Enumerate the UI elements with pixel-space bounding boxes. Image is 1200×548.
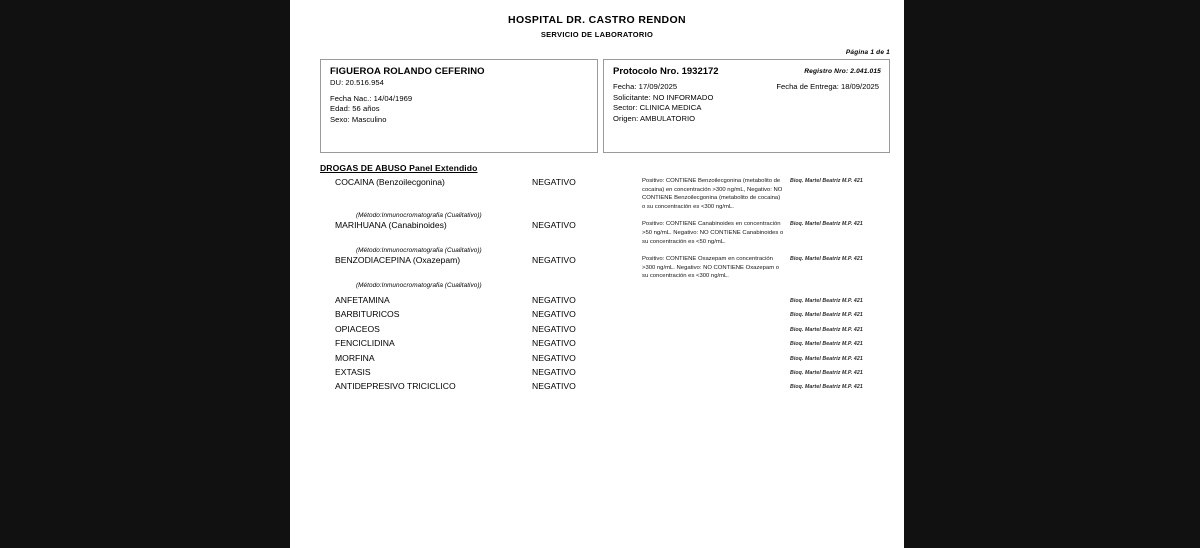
patient-info-box <box>320 59 598 153</box>
protocol-header-row <box>613 66 881 78</box>
protocol-origin: Origen: AMBULATORIO <box>613 113 696 123</box>
analyst-signature: Bioq. Martel Beatriz M.P. 421 <box>790 178 863 184</box>
analyte-name: COCAINA (Benzoilecgonina) <box>335 177 445 187</box>
analyte-name: OPIACEOS <box>335 323 380 334</box>
protocol-number: Protocolo Nro. 1932172 <box>613 66 719 77</box>
analyte-value: NEGATIVO <box>532 294 576 305</box>
analyte-name: EXTASIS <box>335 366 371 377</box>
analyte-name: ANFETAMINA <box>335 294 390 305</box>
analyte-name: BARBITURICOS <box>335 309 400 320</box>
analyte-value: NEGATIVO <box>532 323 576 334</box>
analyte-name: FENCICLIDINA <box>335 338 395 349</box>
analyst-signature: Bioq. Martel Beatriz M.P. 421 <box>790 369 863 376</box>
analyte-value: NEGATIVO <box>532 177 576 187</box>
analyst-signature: Bioq. Martel Beatriz M.P. 421 <box>790 256 863 263</box>
analyte-reference: Positivo: CONTIENE Benzoilecgonina (metabolito de cocaina) en concentración >300 ng/mL, Negativo: NO CONTIENE Benzoilecgonina (metabolito de cocaina) o su concentración es <300 ng/mL. <box>642 178 783 210</box>
analyte-name: BENZODIACEPINA (Oxazepam) <box>335 255 461 266</box>
analyst-signature: Bioq. Martel Beatriz M.P. 421 <box>790 384 863 391</box>
table-row <box>320 323 890 337</box>
result-block-cocaine <box>320 177 890 220</box>
info-panels <box>320 59 890 153</box>
table-row <box>320 352 890 366</box>
analyte-reference: Positivo: CONTIENE Oxazepam en concentración >300 ng/mL. Negativo: NO CONTIENE Oxazepam o su concentración es <300 ng/mL. <box>642 256 780 280</box>
analyte-value: NEGATIVO <box>532 366 576 377</box>
method-note: (Método:Inmunocromatografia (Cualitativo)) <box>356 247 482 255</box>
analyst-signature: Bioq. Martel Beatriz M.P. 421 <box>790 297 863 304</box>
protocol-sector: Sector: CLINICA MEDICA <box>613 103 702 112</box>
table-row <box>320 255 890 281</box>
report-page <box>290 0 904 548</box>
analyte-value: NEGATIVO <box>532 220 576 231</box>
table-row <box>320 337 890 351</box>
analyst-signature: Bioq. Martel Beatriz M.P. 421 <box>790 326 863 333</box>
analyte-value: NEGATIVO <box>532 338 576 349</box>
protocol-dates-row <box>613 82 881 93</box>
result-block-marihuana <box>320 220 890 255</box>
protocol-requester: Solicitante: NO INFORMADO <box>613 92 714 102</box>
result-block-benzodiazepine <box>320 255 890 290</box>
table-row <box>320 366 890 380</box>
method-note: (Método:Inmunocromatografia (Cualitativo)) <box>356 281 482 289</box>
page-indicator: Página 1 de 1 <box>845 49 890 56</box>
table-row <box>320 294 890 308</box>
patient-document-id: DU: 20.516.954 <box>330 78 384 87</box>
hospital-name: HOSPITAL DR. CASTRO RENDON <box>508 14 686 26</box>
analyte-value: NEGATIVO <box>532 381 576 392</box>
simple-results-list <box>320 294 890 395</box>
results-section-title: DROGAS DE ABUSO Panel Extendido <box>320 163 478 173</box>
patient-birth-date: Fecha Nac.: 14/04/1969 <box>330 93 413 103</box>
method-note: (Método:Inmunocromatografia (Cualitativo)) <box>356 212 482 220</box>
analyst-signature: Bioq. Martel Beatriz M.P. 421 <box>790 355 863 362</box>
document-header <box>290 0 904 41</box>
analyte-value: NEGATIVO <box>532 255 576 266</box>
analyst-signature: Bioq. Martel Beatriz M.P. 421 <box>790 341 863 348</box>
table-row <box>320 380 890 394</box>
service-name: SERVICIO DE LABORATORIO <box>540 30 654 39</box>
protocol-info-box <box>603 59 890 153</box>
patient-sex: Sexo: Masculino <box>330 114 387 124</box>
results-section <box>320 163 890 395</box>
table-row <box>320 308 890 322</box>
registry-number: Registro Nro: 2.041.015 <box>804 68 881 75</box>
analyte-value: NEGATIVO <box>532 309 576 320</box>
protocol-delivery-date: Fecha de Entrega: 18/09/2025 <box>776 82 879 91</box>
patient-age: Edad: 56 años <box>330 104 380 113</box>
table-row <box>320 220 890 246</box>
analyte-name: MORFINA <box>335 352 375 363</box>
protocol-date: Fecha: 17/09/2025 <box>613 82 678 91</box>
analyte-reference: Positivo: CONTIENE Canabinoides en concentración >50 ng/mL. Negativo: NO CONTIENE Canabinoides o su concentración es <50 ng/mL. <box>642 221 784 245</box>
analyst-signature: Bioq. Martel Beatriz M.P. 421 <box>790 221 863 228</box>
analyst-signature: Bioq. Martel Beatriz M.P. 421 <box>790 312 863 319</box>
analyte-name: ANTIDEPRESIVO TRICICLICO <box>335 381 456 392</box>
table-row <box>320 177 890 211</box>
analyte-value: NEGATIVO <box>532 352 576 363</box>
patient-name: FIGUEROA ROLANDO CEFERINO <box>330 66 485 77</box>
analyte-name: MARIHUANA (Canabinoides) <box>335 220 447 231</box>
